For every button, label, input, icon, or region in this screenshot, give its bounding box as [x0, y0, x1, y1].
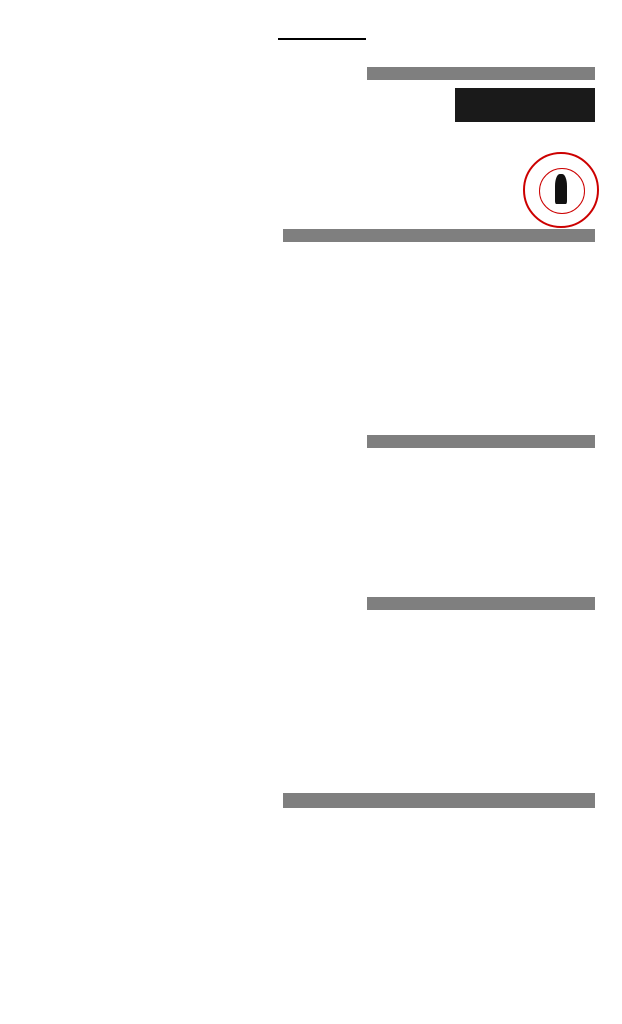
- ossaa-seal: [523, 152, 599, 228]
- winners-bracket-a-band: [367, 67, 595, 80]
- area-feb-band: [283, 793, 595, 808]
- consolation-bracket-d-band: [367, 597, 595, 610]
- consolation-bracket-b-band: [283, 229, 595, 242]
- area-band: [278, 38, 366, 40]
- road-to-state-logo: [455, 88, 595, 122]
- winners-bracket-c-band: [367, 435, 595, 448]
